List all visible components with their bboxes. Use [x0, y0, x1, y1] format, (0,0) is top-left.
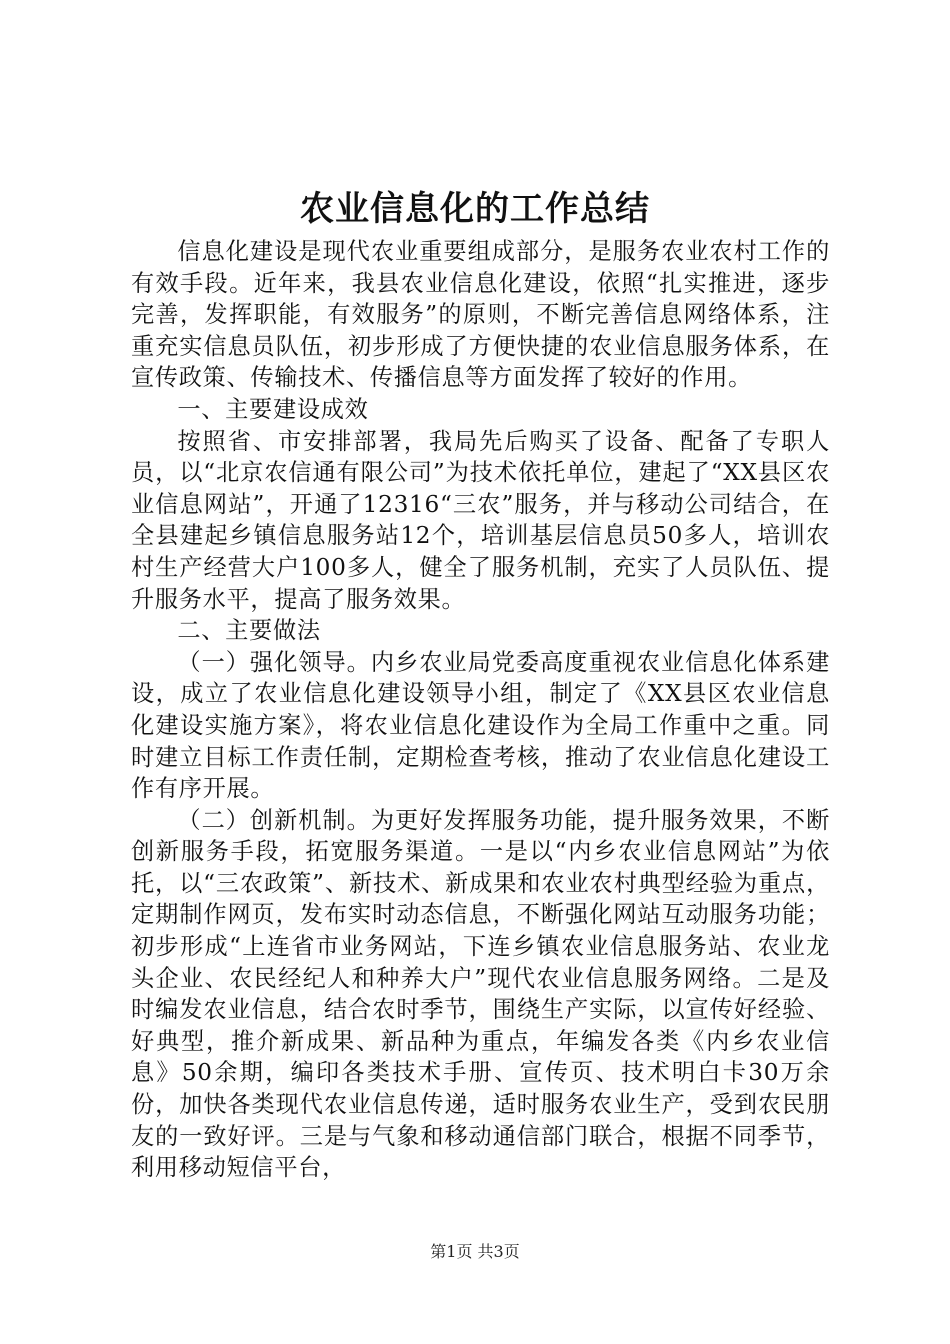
- methods-innovation-paragraph: （二）创新机制。为更好发挥服务功能，提升服务效果，不断创新服务手段，拓宽服务渠道。一是以“内乡农业信息网站”为依托，以“三农政策”、新技术、新成果和农业农村典型经验为重点，定期制作网页，发布实时动态信息，不断强化网站互动服务功能；初步形成“上连省市业务网站，下连乡镇农业信息服务站、农业龙头企业、农民经纪人和种养大户”现代农业信息服务网络。二是及时编发农业信息，结合农时季节，围绕生产实际，以宣传好经验、好典型，推介新成果、新品种为重点，年编发各类《内乡农业信息》50余期，编印各类技术手册、宣传页、技术明白卡30万余份，加快各类现代农业信息传递，适时服务农业生产，受到农民朋友的一致好评。三是与气象和移动通信部门联合，根据不同季节，利用移动短信平台，: [131, 806, 830, 1182]
- section-heading-methods: 二、主要做法: [177, 617, 321, 645]
- document-title: 农业信息化的工作总结: [300, 189, 650, 229]
- section-heading-achievements: 一、主要建设成效: [177, 395, 369, 423]
- intro-paragraph: 信息化建设是现代农业重要组成部分，是服务农业农村工作的有效手段。近年来，我县农业信息化建设，依照“扎实推进，逐步完善，发挥职能，有效服务”的原则，不断完善信息网络体系，注重充实信息员队伍，初步形成了方便快捷的农业信息服务体系，在宣传政策、传输技术、传播信息等方面发挥了较好的作用。: [131, 238, 830, 392]
- achievements-paragraph: 按照省、市安排部署，我局先后购买了设备、配备了专职人员，以“北京农信通有限公司”为技术依托单位，建起了“XX县区农业信息网站”，开通了12316“三农”服务，并与移动公司结合，在全县建起乡镇信息服务站12个，培训基层信息员50多人，培训农村生产经营大户100多人，健全了服务机制，充实了人员队伍、提升服务水平，提高了服务效果。: [131, 427, 830, 613]
- methods-leadership-paragraph: （一）强化领导。内乡农业局党委高度重视农业信息化体系建设，成立了农业信息化建设领导小组，制定了《XX县区农业信息化建设实施方案》，将农业信息化建设作为全局工作重中之重。同时建立目标工作责任制，定期检查考核，推动了农业信息化建设工作有序开展。: [131, 648, 830, 803]
- document-body: [131, 236, 830, 1184]
- page-footer: 第1页 共3页: [430, 1242, 520, 1261]
